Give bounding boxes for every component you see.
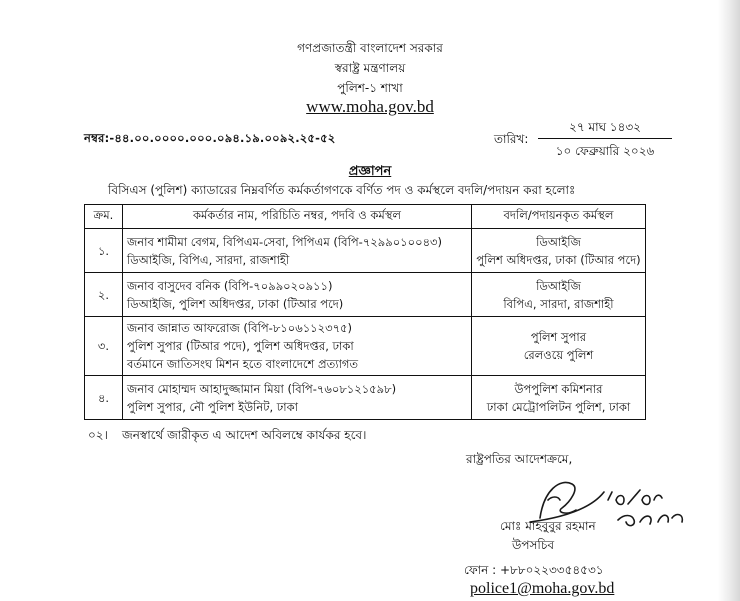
header-serial: ক্রম.	[85, 205, 123, 229]
row-posting	[472, 376, 646, 420]
government-name: গণপ্রজাতন্ত্রী বাংলাদেশ সরকার	[297, 41, 443, 55]
posting-designation: পুলিশ সুপার	[530, 330, 587, 344]
officer-name: জনাব বাসুদেব বনিক (বিপি-৭০৯৯০২০৯১১)	[127, 278, 333, 293]
contact-phone: ফোন : +৮৮০২২৩৩৫৪৫৩১	[464, 563, 604, 577]
memo-number: নম্বর:-৪৪.০০.০০০০.০০০.০৯৪.১৯.০০৯২.২৫-৫২	[84, 131, 336, 145]
order-by-line: রাষ্ট্রপতির আদেশক্রমে,	[466, 452, 573, 466]
row-officer	[123, 273, 472, 317]
officer-remark: বর্তমানে জাতিসংঘ মিশন হতে বাংলাদেশে প্রত্যাগত	[127, 357, 359, 371]
table-row	[85, 376, 646, 420]
website-link[interactable]: www.moha.gov.bd	[306, 97, 434, 116]
header-posting: বদলি/পদায়নকৃত কর্মস্থল	[472, 205, 646, 229]
notice-intro: বিসিএস (পুলিশ) ক্যাডারের নিম্নবর্ণিত কর্মকর্তাগণকে বর্ণিত পদ ও কর্মস্থলে বদলি/পদায়ন করা হলোঃ	[108, 183, 576, 197]
row-serial: ৪.	[85, 376, 123, 420]
row-posting	[472, 317, 646, 376]
date-bangla: ২৭ মাঘ ১৪৩২	[569, 120, 641, 134]
officer-current-post: পুলিশ সুপার, নৌ পুলিশ ইউনিট, ঢাকা	[127, 399, 298, 414]
contact-email[interactable]: police1@moha.gov.bd	[470, 580, 615, 597]
posting-location: বিপিএ, সারদা, রাজশাহী	[503, 296, 614, 311]
table-header-row	[85, 205, 646, 229]
date-label: তারিখ:	[494, 132, 529, 146]
posting-location: ঢাকা মেট্রোপলিটন পুলিশ, ঢাকা	[486, 399, 631, 414]
table-row	[85, 273, 646, 317]
branch-name: পুলিশ-১ শাখা	[337, 81, 403, 95]
row-posting	[472, 229, 646, 273]
date-gregorian: ১০ ফেব্রুয়ারি ২০২৬	[555, 144, 655, 158]
row-officer	[123, 317, 472, 376]
note-text: জনস্বার্থে জারীকৃত এ আদেশ অবিলম্বে কার্যকর হবে।	[122, 428, 367, 442]
posting-designation: ডিআইজি	[536, 234, 581, 249]
date-divider	[538, 138, 672, 139]
enforcement-note	[88, 427, 366, 447]
header-officer: কর্মকর্তার নাম, পরিচিতি নম্বর, পদবি ও কর্মস্থল	[123, 205, 472, 229]
officer-name: জনাব শামীমা বেগম, বিপিএম-সেবা, পিপিএম (বিপি-৭২৯৯০১০০৪৩)	[127, 234, 443, 249]
posting-designation: উপপুলিশ কমিশনার	[514, 381, 603, 396]
transfer-table	[84, 204, 646, 420]
row-serial: ২.	[85, 273, 123, 317]
row-posting	[472, 273, 646, 317]
ministry-name: স্বরাষ্ট্র মন্ত্রণালয়	[334, 61, 406, 75]
posting-location: রেলওয়ে পুলিশ	[523, 348, 594, 362]
signatory-designation: উপসচিব	[512, 538, 555, 552]
posting-designation: ডিআইজি	[536, 278, 581, 293]
officer-current-post: পুলিশ সুপার (টিআর পদে), পুলিশ অধিদপ্তর, ঢাকা	[127, 339, 354, 353]
table-row	[85, 229, 646, 273]
officer-name: জনাব জান্নাত আফরোজ (বিপি-৮১০৬১১২৩৭৫)	[127, 321, 353, 335]
row-serial: ১.	[85, 229, 123, 273]
row-serial: ৩.	[85, 317, 123, 376]
note-number: ০২।	[88, 428, 108, 442]
posting-location: পুলিশ অধিদপ্তর, ঢাকা (টিআর পদে)	[476, 252, 641, 267]
officer-current-post: ডিআইজি, পুলিশ অধিদপ্তর, ঢাকা (টিআর পদে)	[127, 296, 344, 311]
row-officer	[123, 229, 472, 273]
officer-current-post: ডিআইজি, বিপিএ, সারদা, রাজশাহী	[127, 252, 290, 267]
signatory-name: মোঃ মাহবুবুর রহমান	[500, 519, 596, 533]
notice-title: প্রজ্ঞাপন	[348, 164, 392, 179]
table-row	[85, 317, 646, 376]
row-officer	[123, 376, 472, 420]
officer-name: জনাব মোহাম্মদ আহাদুজ্জামান মিয়া (বিপি-৭৬০৮১২১৫৯৮)	[127, 381, 397, 396]
